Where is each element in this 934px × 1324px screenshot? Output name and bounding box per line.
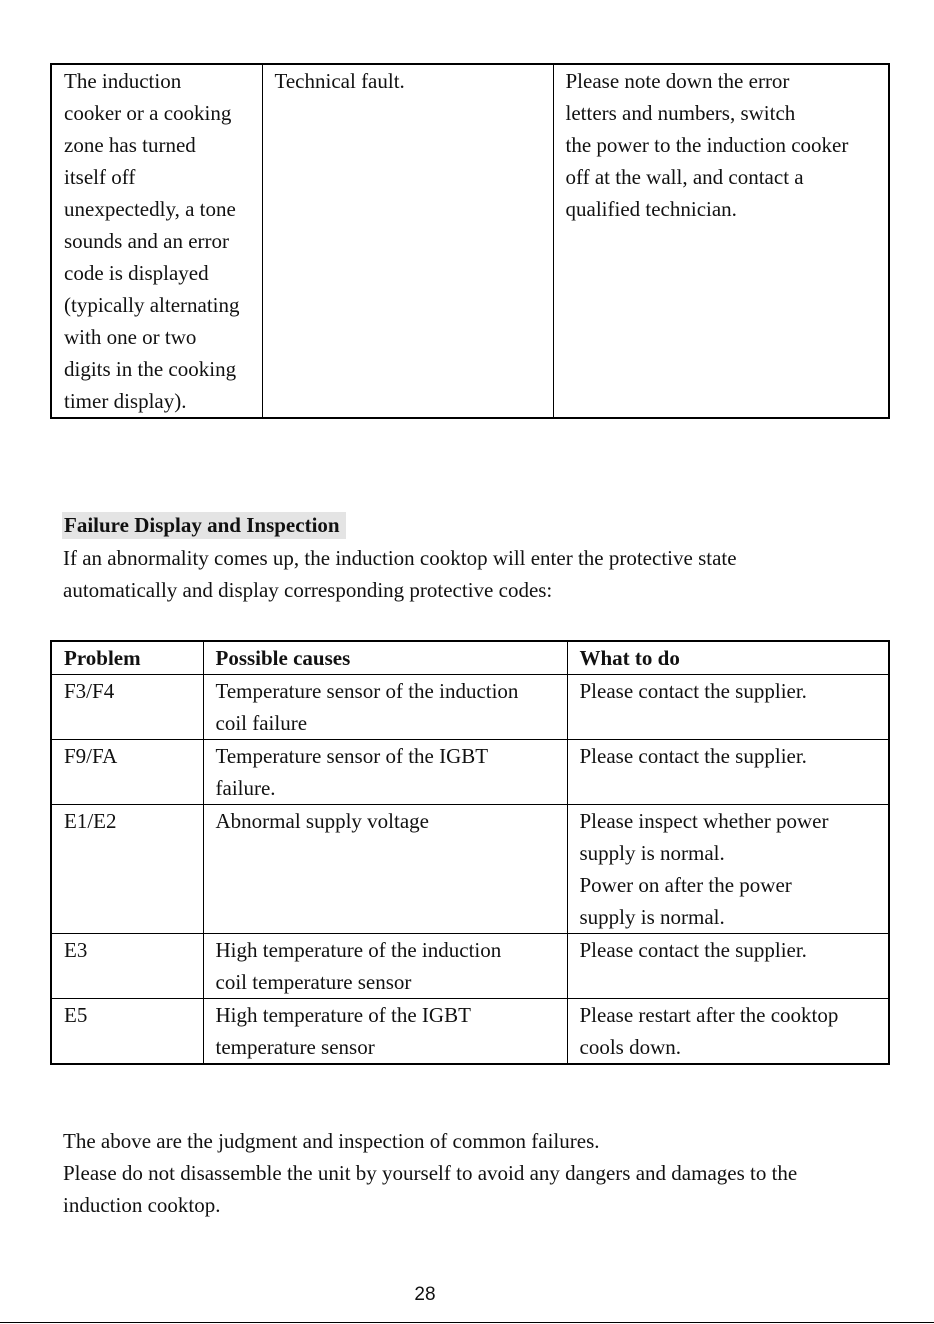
problem-cell: [51, 64, 262, 418]
text-line: Temperature sensor of the IGBT: [215, 744, 489, 768]
table-row: [51, 64, 889, 418]
table-row: [51, 675, 889, 740]
action-text: [580, 675, 879, 707]
section-heading: Failure Display and Inspection: [62, 512, 346, 539]
cause-cell: [203, 934, 567, 999]
text-line: Please contact the supplier.: [579, 679, 807, 703]
text-line: E3: [64, 938, 88, 962]
text-line: High temperature of the induction: [215, 938, 502, 962]
text-line: Please do not disassemble the unit by yourself to avoid any dangers and damages to the: [63, 1161, 798, 1185]
text-line: supply is normal.: [579, 841, 725, 865]
text-line: Please contact the supplier.: [579, 744, 807, 768]
cause-cell: [262, 64, 553, 418]
table-row: [51, 805, 889, 934]
header-action: What to do: [567, 641, 889, 675]
cause-text: [216, 675, 557, 739]
text-line: F3/F4: [64, 679, 115, 703]
text-line: (typically alternating: [64, 293, 240, 317]
action-text: [580, 740, 879, 772]
cause-text: [216, 934, 557, 998]
text-line: letters and numbers, switch: [565, 101, 796, 125]
cause-cell: [203, 999, 567, 1065]
text-line: off at the wall, and contact a: [565, 165, 804, 189]
text-line: qualified technician.: [565, 197, 737, 221]
text-line: Please contact the supplier.: [579, 938, 807, 962]
text-line: failure.: [215, 776, 276, 800]
action-cell: [567, 675, 889, 740]
text-line: digits in the cooking: [64, 357, 237, 381]
problem-cell: [51, 740, 203, 805]
problem-text: [64, 805, 193, 837]
problem-cell: [51, 805, 203, 934]
cause-text: [216, 805, 557, 837]
action-text: [580, 805, 879, 933]
action-cell: [567, 740, 889, 805]
action-cell: [567, 999, 889, 1065]
page-number: 28: [414, 1284, 436, 1305]
text-line: Temperature sensor of the induction: [215, 679, 519, 703]
header-problem: Problem: [51, 641, 203, 675]
text-line: F9/FA: [64, 744, 118, 768]
problem-text: [64, 999, 193, 1031]
text-line: code is displayed: [64, 261, 209, 285]
text-line: The induction: [64, 69, 182, 93]
text-line: The above are the judgment and inspection of common failures.: [63, 1129, 600, 1153]
header-causes: Possible causes: [203, 641, 567, 675]
intro-paragraph: [63, 542, 737, 606]
text-line: Power on after the power: [579, 873, 792, 897]
text-line: If an abnormality comes up, the induction cooktop will enter the protective state: [63, 546, 737, 570]
table-row: [51, 999, 889, 1065]
text-line: cooker or a cooking: [64, 101, 232, 125]
action-text: [580, 999, 879, 1063]
table-header-row: [51, 641, 889, 675]
action-text: [566, 65, 879, 225]
action-cell: [553, 64, 889, 418]
action-cell: [567, 805, 889, 934]
text-line: Abnormal supply voltage: [215, 809, 429, 833]
failure-table: [50, 640, 890, 1065]
text-line: induction cooktop.: [63, 1193, 221, 1217]
cause-cell: [203, 740, 567, 805]
text-line: the power to the induction cooker: [565, 133, 849, 157]
text-line: Please restart after the cooktop: [579, 1003, 839, 1027]
problem-cell: [51, 999, 203, 1065]
text-line: supply is normal.: [579, 905, 725, 929]
text-line: temperature sensor: [215, 1035, 375, 1059]
text-line: Please inspect whether power: [579, 809, 829, 833]
text-line: with one or two: [64, 325, 197, 349]
text-line: High temperature of the IGBT: [215, 1003, 471, 1027]
fault-table-continued: [50, 63, 890, 419]
cause-cell: [203, 805, 567, 934]
text-line: coil temperature sensor: [215, 970, 412, 994]
text-line: Technical fault.: [274, 69, 405, 93]
table-row: [51, 934, 889, 999]
text-line: zone has turned: [64, 133, 196, 157]
table-row: [51, 740, 889, 805]
problem-text: [64, 65, 252, 417]
text-line: Please note down the error: [565, 69, 790, 93]
problem-text: [64, 934, 193, 966]
problem-cell: [51, 675, 203, 740]
cause-text: [275, 65, 543, 97]
cause-text: [216, 740, 557, 804]
cause-text: [216, 999, 557, 1063]
text-line: automatically and display corresponding protective codes:: [63, 578, 553, 602]
text-line: coil failure: [215, 711, 308, 735]
footer-note: [63, 1125, 797, 1221]
text-line: itself off: [64, 165, 136, 189]
problem-text: [64, 740, 193, 772]
bottom-rule: [0, 1322, 934, 1323]
text-line: cools down.: [579, 1035, 681, 1059]
problem-text: [64, 675, 193, 707]
cause-cell: [203, 675, 567, 740]
action-text: [580, 934, 879, 966]
text-line: unexpectedly, a tone: [64, 197, 236, 221]
action-cell: [567, 934, 889, 999]
text-line: E1/E2: [64, 809, 117, 833]
problem-cell: [51, 934, 203, 999]
text-line: timer display).: [64, 389, 187, 413]
text-line: sounds and an error: [64, 229, 230, 253]
text-line: E5: [64, 1003, 88, 1027]
failure-table-body: [51, 675, 889, 1065]
